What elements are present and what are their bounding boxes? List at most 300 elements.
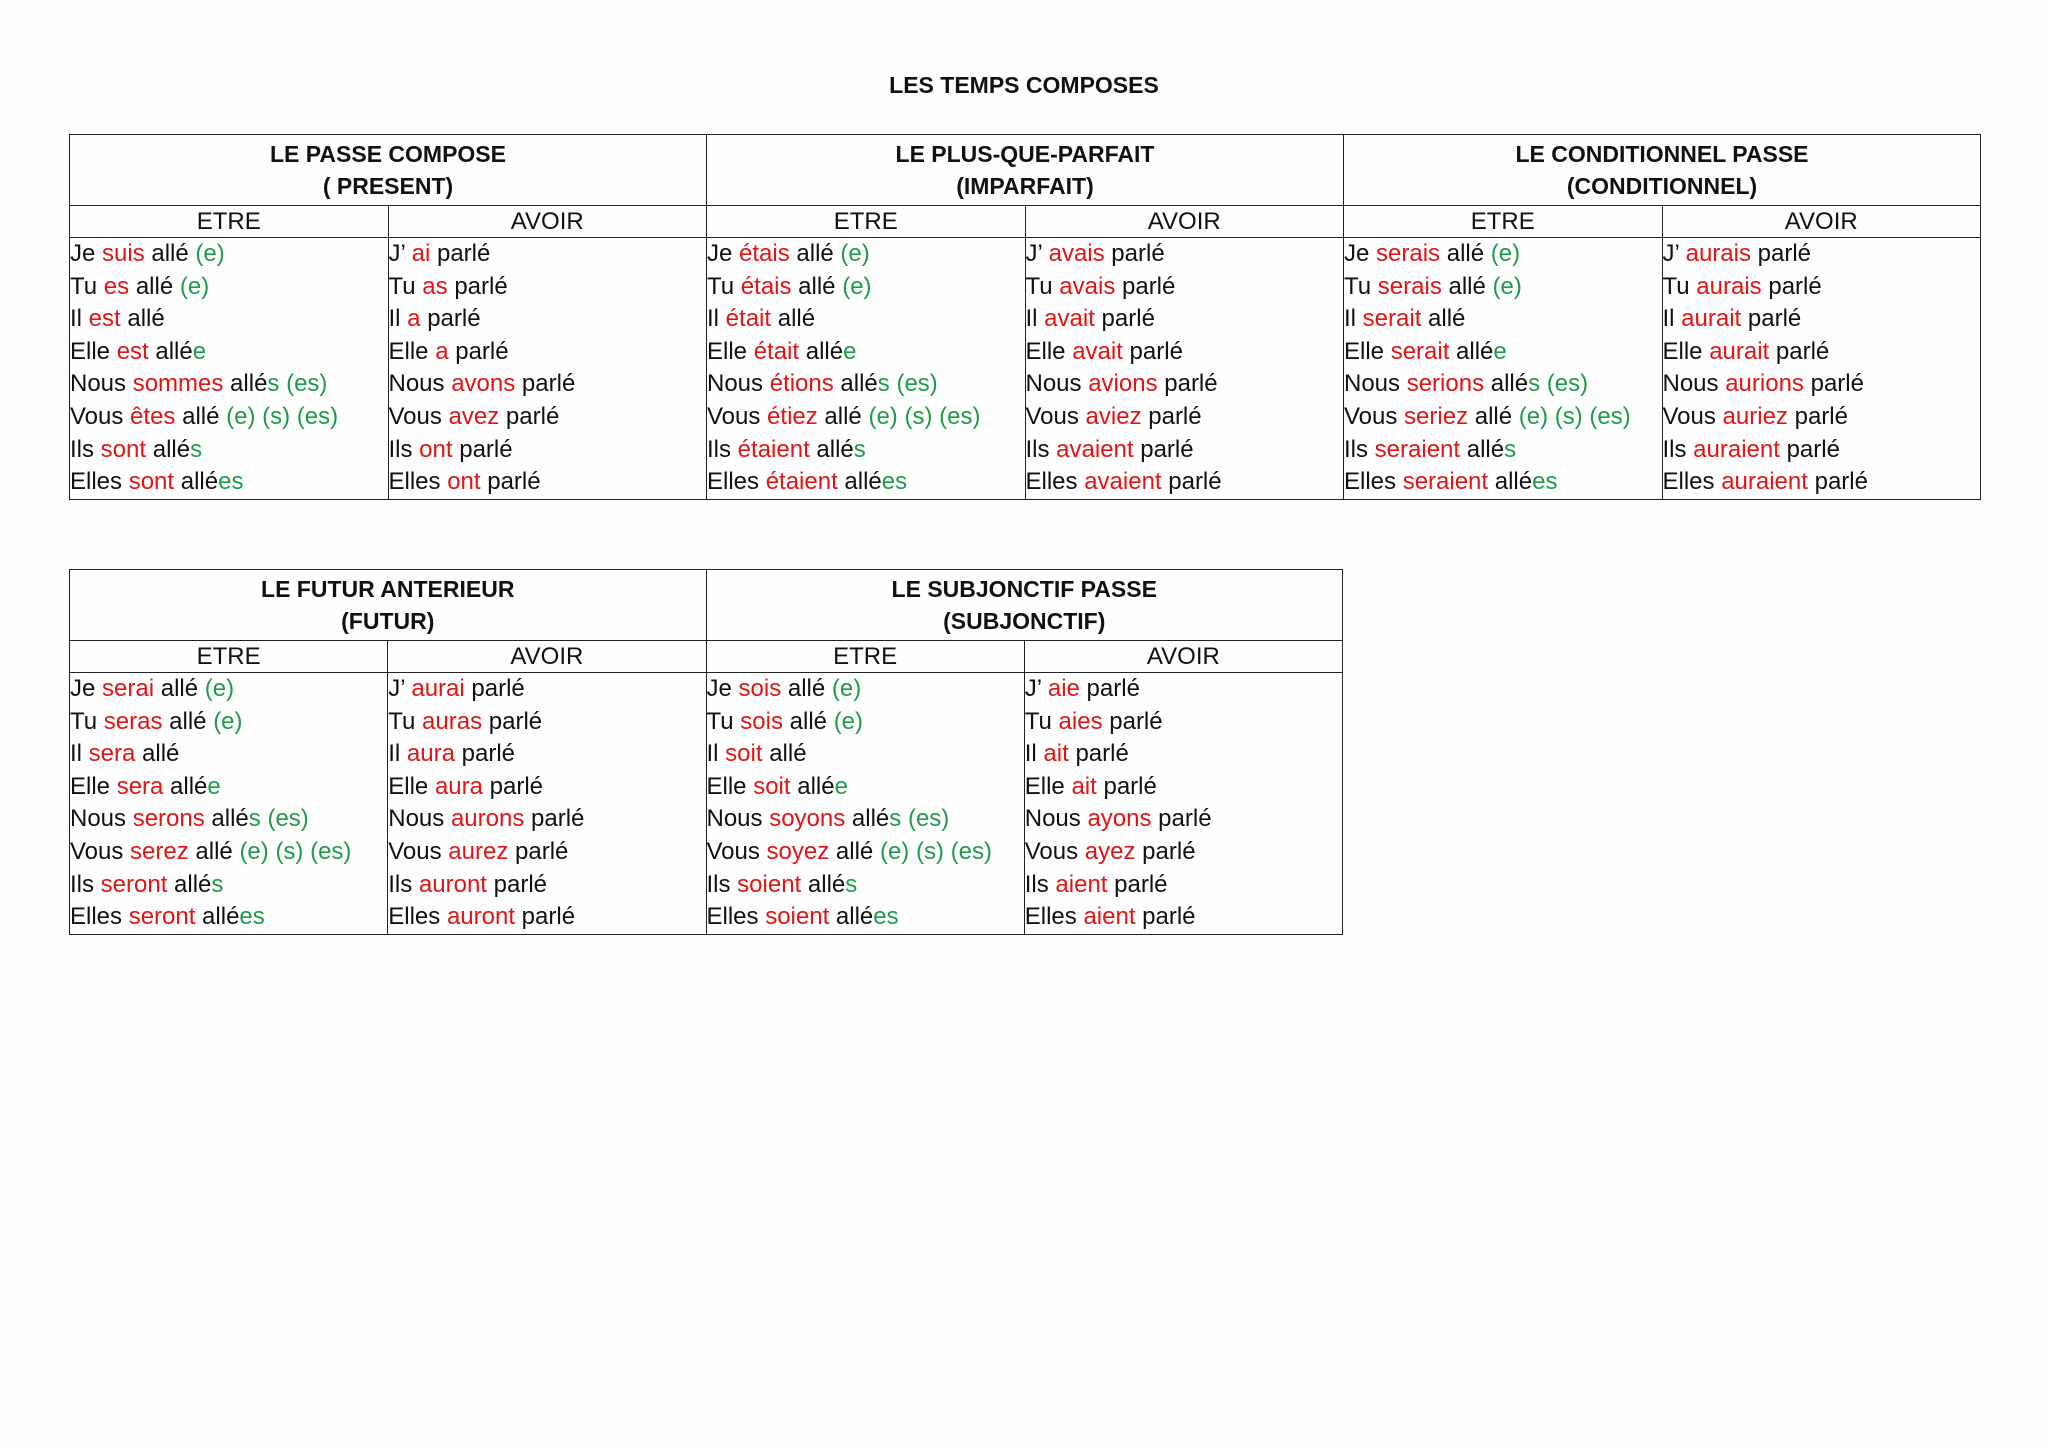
agreement-ending: s: [853, 435, 866, 463]
conjugation-line: [1025, 706, 1342, 739]
tense-base: (SUBJONCTIF): [943, 608, 1106, 634]
conjugation-line: [388, 771, 705, 804]
conjugation-line: [388, 869, 705, 902]
agreement-ending: s (es): [889, 805, 950, 833]
conjugation-line: [389, 271, 707, 304]
conjugation-text: parlé: [515, 370, 576, 398]
conjugation-text: parlé: [515, 903, 576, 931]
conjugation-cell-le-futur-anterieur-avoir: [388, 673, 706, 935]
auxiliary-verb: ait: [1043, 740, 1069, 768]
conjugation-text: allé: [174, 468, 219, 496]
auxiliary-verb: est: [116, 337, 149, 365]
agreement-ending: (e): [831, 675, 862, 702]
conjugation-text: allé: [1449, 337, 1494, 365]
auxiliary-verb: ont: [447, 468, 481, 496]
tense-header-le-conditionnel-passe: [1344, 135, 1981, 206]
conjugation-text: parlé: [1133, 435, 1194, 463]
auxiliary-verb: serait: [1362, 305, 1422, 333]
tense-header-le-subjonctif-passe: [706, 570, 1343, 641]
conjugation-text: Tu: [1025, 272, 1060, 300]
conjugation-line: [1025, 738, 1342, 771]
auxiliary-verb: sera: [88, 740, 136, 768]
conjugation-line: [389, 401, 707, 434]
auxiliary-verb: serais: [1377, 272, 1442, 300]
conjugation-text: parlé: [1068, 740, 1129, 768]
conjugation-text: allé: [1484, 370, 1529, 398]
conjugation-text: parlé: [1104, 240, 1165, 267]
conjugation-text: Il: [706, 740, 726, 768]
conjugation-text: Il: [1025, 305, 1045, 333]
auxiliary-verb: avaient: [1084, 468, 1162, 496]
conjugation-text: allé: [1468, 402, 1519, 430]
auxiliary-verb: avait: [1044, 305, 1095, 333]
page-title: LES TEMPS COMPOSES: [889, 72, 1159, 98]
conjugation-line: [1026, 466, 1344, 499]
conjugation-text: Tu: [1024, 707, 1059, 735]
auxiliary-verb: as: [422, 272, 448, 300]
conjugation-line: [388, 901, 705, 934]
conjugation-text: allé: [188, 837, 240, 865]
column-header-avoir: AVOIR: [1025, 206, 1344, 238]
conjugation-line: [389, 303, 707, 336]
conjugation-text: parlé: [447, 272, 508, 300]
conjugation-text: allé: [1440, 240, 1491, 267]
conjugation-text: Il: [707, 305, 726, 333]
auxiliary-verb: aie: [1047, 675, 1080, 702]
column-header-avoir: AVOIR: [388, 206, 707, 238]
auxiliary-verb: avions: [1088, 370, 1158, 398]
conjugation-text: Ils: [70, 435, 101, 463]
conjugation-line: [70, 738, 387, 771]
conjugation-text: Tu: [70, 707, 104, 735]
conjugation-line: [1344, 271, 1662, 304]
conjugation-text: parlé: [1107, 870, 1168, 898]
conjugation-line: [70, 771, 387, 804]
conjugation-line: [707, 466, 1025, 499]
conjugation-text: parlé: [1115, 272, 1176, 300]
conjugation-line: [1344, 434, 1662, 467]
conjugation-row: [70, 673, 1343, 935]
conjugation-text: allé: [782, 707, 834, 735]
conjugation-text: parlé: [1769, 337, 1830, 365]
conjugation-text: parlé: [486, 870, 548, 898]
conjugation-line: [707, 303, 1025, 336]
agreement-ending: es: [873, 903, 899, 931]
conjugation-line: [70, 336, 388, 369]
auxiliary-verb: auriez: [1722, 402, 1788, 430]
conjugation-text: parlé: [1761, 272, 1822, 300]
agreement-ending: (e): [833, 707, 864, 735]
conjugation-line: [707, 238, 1025, 271]
auxiliary-verb: aviez: [1085, 402, 1142, 430]
auxiliary-header-row: [70, 206, 1981, 238]
agreement-ending: s: [1504, 435, 1517, 463]
conjugation-text: Vous: [706, 837, 767, 865]
column-header-etre: ETRE: [1344, 206, 1663, 238]
conjugation-line: [389, 368, 707, 401]
conjugation-line: [389, 466, 707, 499]
conjugation-text: parlé: [1094, 305, 1155, 333]
conjugation-line: [707, 738, 1024, 771]
auxiliary-verb: aurons: [450, 805, 525, 833]
conjugation-text: parlé: [1135, 903, 1196, 931]
auxiliary-verb: sera: [116, 772, 164, 800]
tense-name: LE SUBJONCTIF PASSE: [891, 576, 1157, 602]
conjugation-text: parlé: [464, 675, 525, 702]
conjugation-line: [70, 271, 388, 304]
conjugation-text: allé: [801, 870, 846, 898]
agreement-ending: (e): [195, 240, 225, 267]
conjugation-text: allé: [845, 805, 890, 833]
conjugation-text: allé: [135, 740, 180, 768]
conjugation-text: allé: [1421, 305, 1466, 333]
conjugation-text: allé: [146, 435, 191, 463]
auxiliary-verb: serais: [1376, 240, 1441, 267]
conjugation-line: [70, 901, 387, 934]
auxiliary-verb: est: [88, 305, 121, 333]
conjugation-text: Je: [706, 675, 739, 702]
conjugation-line: [1026, 303, 1344, 336]
conjugation-text: parlé: [1750, 240, 1812, 267]
conjugation-line: [1663, 401, 1981, 434]
auxiliary-verb: serons: [132, 805, 205, 833]
auxiliary-verb: avons: [451, 370, 516, 398]
conjugation-text: Elle: [1025, 337, 1073, 365]
conjugation-line: [1344, 466, 1662, 499]
agreement-ending: s (es): [267, 370, 328, 398]
auxiliary-verb: seriez: [1404, 402, 1469, 430]
auxiliary-verb: soyez: [766, 837, 830, 865]
conjugation-text: Elles: [1024, 903, 1084, 931]
conjugation-cell-le-plus-que-parfait-etre: [707, 238, 1026, 500]
conjugation-text: allé: [781, 675, 832, 702]
conjugation-text: allé: [771, 305, 816, 333]
conjugation-text: allé: [223, 370, 268, 398]
auxiliary-verb: étions: [769, 370, 834, 398]
conjugation-text: Nous: [707, 370, 770, 398]
conjugation-text: Il: [1662, 305, 1682, 333]
conjugation-text: Ils: [707, 435, 738, 463]
conjugation-text: parlé: [1787, 402, 1848, 430]
conjugation-cell-le-subjonctif-passe-avoir: [1024, 673, 1342, 935]
column-header-avoir: AVOIR: [1662, 206, 1981, 238]
conjugation-text: parlé: [1135, 837, 1196, 865]
auxiliary-verb: étiez: [767, 402, 818, 430]
conjugation-text: parlé: [499, 402, 560, 430]
conjugation-line: [70, 401, 388, 434]
conjugation-line: [1025, 771, 1342, 804]
conjugation-text: Elle: [70, 337, 117, 365]
conjugation-text: allé: [829, 837, 880, 865]
conjugation-line: [707, 771, 1024, 804]
conjugation-text: Elle: [706, 772, 754, 800]
conjugation-text: Elles: [388, 903, 447, 931]
conjugation-text: Elle: [1662, 337, 1710, 365]
conjugation-line: [1344, 336, 1662, 369]
conjugation-text: Elle: [388, 772, 435, 800]
agreement-ending: (e): [840, 240, 870, 267]
auxiliary-verb: aies: [1058, 707, 1103, 735]
tense-header-le-futur-anterieur: [70, 570, 707, 641]
agreement-ending: (e): [842, 272, 872, 300]
auxiliary-verb: aient: [1083, 903, 1136, 931]
auxiliary-verb: aurais: [1685, 240, 1751, 267]
tense-base: (IMPARFAIT): [956, 173, 1094, 199]
conjugation-line: [707, 869, 1024, 902]
conjugation-text: Elle: [388, 337, 436, 365]
auxiliary-verb: aurait: [1681, 305, 1742, 333]
conjugation-line: [707, 336, 1025, 369]
conjugation-text: Elle: [70, 772, 117, 800]
conjugation-text: parlé: [420, 305, 481, 333]
agreement-ending: e: [834, 772, 848, 800]
agreement-ending: es: [881, 468, 908, 496]
conjugation-text: allé: [148, 337, 193, 365]
conjugation-text: Tu: [707, 272, 741, 300]
conjugation-line: [1026, 336, 1344, 369]
conjugation-text: parlé: [482, 772, 544, 800]
conjugation-line: [388, 803, 705, 836]
column-header-etre: ETRE: [706, 641, 1024, 673]
conjugation-line: [1025, 869, 1342, 902]
conjugation-line: [1663, 434, 1981, 467]
conjugation-text: Nous: [1662, 370, 1726, 398]
agreement-ending: (e) (s) (es): [879, 837, 992, 865]
conjugation-text: parlé: [482, 707, 543, 735]
column-header-avoir: AVOIR: [388, 641, 706, 673]
auxiliary-verb: auraient: [1693, 435, 1780, 463]
tense-base: ( PRESENT): [322, 173, 454, 199]
conjugation-text: allé: [154, 675, 205, 702]
auxiliary-verb: suis: [102, 240, 145, 267]
conjugation-text: Tu: [1344, 272, 1378, 300]
tense-base: (CONDITIONNEL): [1566, 173, 1758, 199]
conjugation-line: [70, 238, 388, 271]
conjugation-text: Vous: [388, 837, 449, 865]
conjugation-text: allé: [1488, 468, 1533, 496]
agreement-ending: e: [192, 337, 207, 365]
auxiliary-verb: seront: [100, 870, 168, 898]
conjugation-text: J’: [1662, 240, 1686, 267]
auxiliary-verb: auront: [446, 903, 515, 931]
conjugation-text: J’: [388, 240, 412, 267]
conjugation-line: [70, 466, 388, 499]
conjugation-cell-le-conditionnel-passe-etre: [1344, 238, 1663, 500]
conjugation-text: allé: [204, 805, 249, 833]
conjugation-line: [1663, 303, 1981, 336]
conjugation-text: parlé: [1079, 675, 1140, 702]
agreement-ending: (e) (s) (es): [1518, 402, 1631, 430]
conjugation-line: [1026, 368, 1344, 401]
conjugation-line: [1025, 803, 1342, 836]
conjugation-text: J’: [388, 675, 412, 702]
conjugation-text: Ils: [706, 870, 738, 898]
conjugation-text: Ils: [70, 870, 101, 898]
conjugation-line: [1026, 271, 1344, 304]
conjugation-text: Tu: [70, 272, 104, 300]
conjugation-text: parlé: [1741, 305, 1802, 333]
conjugation-text: parlé: [448, 337, 509, 365]
auxiliary-verb: a: [407, 305, 421, 333]
agreement-ending: s (es): [877, 370, 938, 398]
tense-name: LE CONDITIONNEL PASSE: [1515, 141, 1809, 167]
auxiliary-verb: auras: [422, 707, 483, 735]
conjugation-text: Il: [70, 740, 89, 768]
tense-name: LE PLUS-QUE-PARFAIT: [895, 141, 1155, 167]
auxiliary-verb: ont: [419, 435, 453, 463]
conjugation-text: allé: [163, 772, 208, 800]
conjugation-line: [1663, 271, 1981, 304]
auxiliary-verb: était: [753, 337, 800, 365]
column-header-etre: ETRE: [70, 206, 389, 238]
conjugation-text: parlé: [452, 435, 513, 463]
conjugation-line: [70, 706, 387, 739]
conjugation-text: Vous: [1344, 402, 1405, 430]
agreement-ending: es: [239, 903, 265, 931]
conjugation-line: [70, 673, 387, 706]
conjugation-text: Ils: [1662, 435, 1694, 463]
agreement-ending: es: [1532, 468, 1558, 496]
conjugation-text: parlé: [1122, 337, 1183, 365]
tense-name: LE FUTUR ANTERIEUR: [261, 576, 515, 602]
auxiliary-verb: sont: [128, 468, 175, 496]
conjugation-text: allé: [1460, 435, 1505, 463]
conjugation-text: Ils: [388, 870, 419, 898]
auxiliary-verb: ayons: [1087, 805, 1152, 833]
conjugation-text: allé: [1441, 272, 1493, 300]
conjugation-text: Je: [1344, 240, 1377, 267]
conjugation-line: [70, 803, 387, 836]
auxiliary-verb: aurions: [1725, 370, 1804, 398]
auxiliary-verb: soyons: [769, 805, 846, 833]
conjugation-text: Vous: [70, 402, 131, 430]
conjugation-text: parlé: [1807, 468, 1868, 496]
conjugation-line: [1344, 238, 1662, 271]
conjugation-line: [389, 336, 707, 369]
conjugation-text: parlé: [480, 468, 541, 496]
tense-header-row: [70, 135, 1981, 206]
agreement-ending: e: [843, 337, 857, 365]
conjugation-text: allé: [790, 772, 835, 800]
conjugation-line: [388, 836, 705, 869]
conjugation-text: Tu: [388, 707, 423, 735]
auxiliary-verb: ai: [411, 240, 431, 267]
conjugation-text: parlé: [1161, 468, 1222, 496]
tense-base: (FUTUR): [341, 608, 435, 634]
conjugation-line: [389, 434, 707, 467]
conjugation-text: Elles: [70, 903, 129, 931]
conjugation-text: Nous: [70, 805, 133, 833]
conjugation-text: allé: [162, 707, 214, 735]
conjugation-text: Nous: [388, 370, 452, 398]
conjugation-text: Elles: [1662, 468, 1722, 496]
conjugation-line: [1025, 901, 1342, 934]
tense-header-le-passe-compose: [70, 135, 707, 206]
agreement-ending: (e) (s) (es): [226, 402, 339, 430]
conjugation-text: Tu: [388, 272, 423, 300]
auxiliary-verb: aurait: [1709, 337, 1770, 365]
conjugation-text: Nous: [1344, 370, 1407, 398]
conjugation-text: Vous: [1025, 402, 1086, 430]
conjugation-line: [707, 368, 1025, 401]
conjugation-text: Je: [70, 240, 103, 267]
conjugation-text: Elles: [707, 468, 766, 496]
tense-header-row: [70, 570, 1343, 641]
auxiliary-verb: sont: [100, 435, 147, 463]
auxiliary-verb: es: [103, 272, 130, 300]
conjugation-cell-le-conditionnel-passe-avoir: [1662, 238, 1981, 500]
conjugation-text: Nous: [388, 805, 451, 833]
conjugation-text: Vous: [707, 402, 768, 430]
conjugation-text: Il: [1344, 305, 1363, 333]
conjugation-text: allé: [175, 402, 227, 430]
conjugation-text: Je: [707, 240, 740, 267]
conjugation-text: Elles: [706, 903, 766, 931]
auxiliary-verb: seraient: [1402, 468, 1489, 496]
conjugation-line: [388, 738, 705, 771]
auxiliary-verb: aient: [1055, 870, 1108, 898]
auxiliary-verb: étais: [740, 272, 792, 300]
conjugation-text: allé: [167, 870, 212, 898]
conjugation-line: [389, 238, 707, 271]
agreement-ending: (e) (s) (es): [239, 837, 352, 865]
auxiliary-verb: soient: [765, 903, 830, 931]
conjugation-text: Ils: [1344, 435, 1375, 463]
conjugation-text: Elles: [388, 468, 448, 496]
agreement-ending: (e): [1492, 272, 1522, 300]
conjugation-line: [1344, 401, 1662, 434]
conjugation-text: Ils: [388, 435, 420, 463]
agreement-ending: s (es): [248, 805, 309, 833]
auxiliary-verb: aurais: [1696, 272, 1762, 300]
conjugation-text: allé: [829, 903, 874, 931]
column-header-avoir: AVOIR: [1024, 641, 1342, 673]
conjugation-line: [1663, 238, 1981, 271]
auxiliary-verb: ayez: [1084, 837, 1136, 865]
conjugation-text: parlé: [1779, 435, 1840, 463]
conjugation-text: parlé: [1102, 707, 1163, 735]
auxiliary-verb: auront: [418, 870, 487, 898]
conjugation-text: Je: [70, 675, 103, 702]
conjugation-text: Tu: [706, 707, 741, 735]
conjugation-text: parlé: [454, 740, 516, 768]
conjugation-text: J’: [1024, 675, 1048, 702]
auxiliary-verb: a: [435, 337, 449, 365]
conjugation-line: [1026, 434, 1344, 467]
conjugation-text: Elles: [1344, 468, 1403, 496]
auxiliary-verb: aurez: [448, 837, 509, 865]
conjugation-text: allé: [762, 740, 807, 768]
compound-tenses-table-2: [69, 569, 1343, 935]
conjugation-text: allé: [791, 272, 843, 300]
conjugation-line: [707, 434, 1025, 467]
conjugation-text: Vous: [1662, 402, 1723, 430]
conjugation-line: [70, 303, 388, 336]
auxiliary-verb: avait: [1072, 337, 1123, 365]
conjugation-line: [1025, 836, 1342, 869]
auxiliary-verb: soit: [725, 740, 763, 768]
conjugation-cell-le-passe-compose-etre: [70, 238, 389, 500]
conjugation-text: parlé: [508, 837, 569, 865]
conjugation-row: [70, 238, 1981, 500]
conjugation-cell-le-plus-que-parfait-avoir: [1025, 238, 1344, 500]
conjugation-text: Vous: [1024, 837, 1085, 865]
conjugation-text: Ils: [1025, 435, 1057, 463]
auxiliary-verb: serai: [102, 675, 155, 702]
auxiliary-verb: sommes: [132, 370, 224, 398]
conjugation-text: Nous: [70, 370, 133, 398]
conjugation-text: Elle: [707, 337, 754, 365]
